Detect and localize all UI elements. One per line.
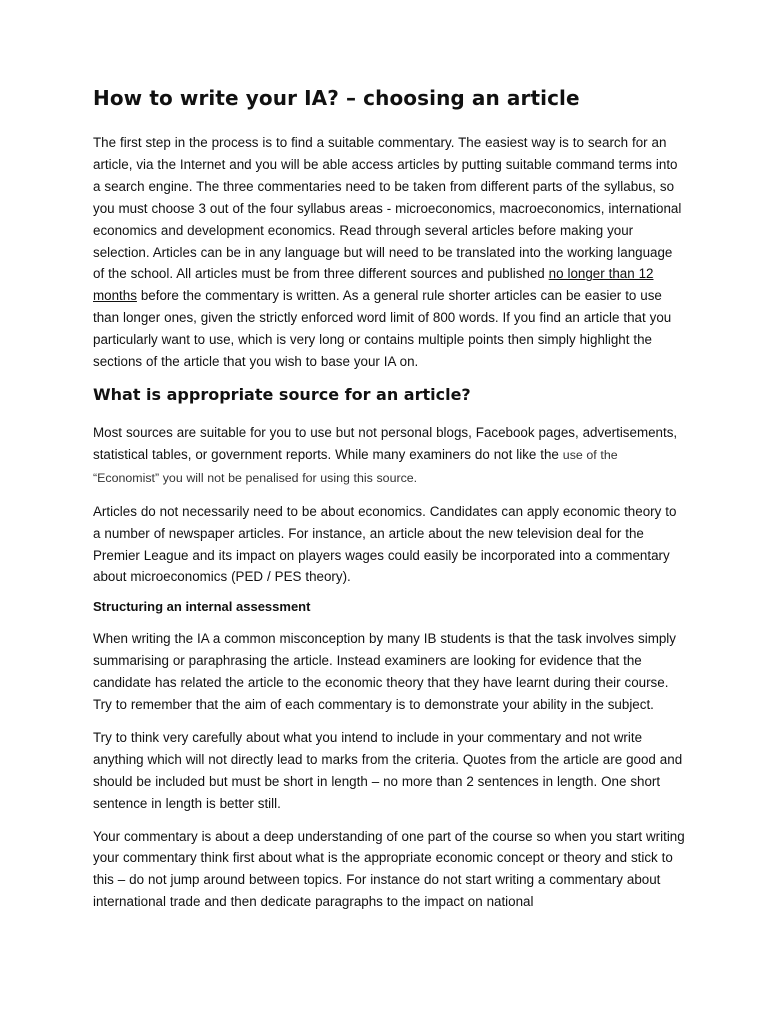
economics-paragraph: Articles do not necessarily need to be about economics. Candidates can apply economic theory to a number of newspaper articles. For instance, an article about the new television deal for the Premier League and its impact on players wages could easily be incorporated into a commentary about microeconomics (PED / PES theory). (93, 503, 677, 585)
intro-text-before: The first step in the process is to find a suitable commentary. The easiest way is to search for an article, via the Internet and you will be able access articles by putting suitable command terms into a search engine. The three commentaries need to be taken from different parts of the syllabus, so you must choose 3 out of the four syllabus areas - microeconomics, macroeconomics, international economics and development economics. Read through several articles before making your selection. Articles can be in any language but will need to be translated into the working language of the school. All articles must be from three different sources and published (93, 135, 682, 282)
page-title: How to write your IA? – choosing an article (93, 86, 580, 110)
commentary-paragraph: Your commentary is about a deep understanding of one part of the course so when you start writing your commentary think first about what is the appropriate economic concept or theory and stick to this – do not jump around between topics. For instance do not start writing a commentary about international trade and then dedicate paragraphs to the impact on national (93, 828, 685, 910)
section-heading-structuring: Structuring an internal assessment (93, 599, 311, 615)
document-body (93, 86, 685, 924)
misconception-paragraph: When writing the IA a common misconception by many IB students is that the task involves simply summarising or paraphrasing the article. Instead examiners are looking for evidence that the candidate has related the article to the economic theory that they have learnt during their course. Try to remember that the aim of each commentary is to demonstrate your ability in the subject. (93, 631, 676, 713)
intro-paragraph (93, 132, 685, 373)
source-paragraph (93, 422, 685, 490)
source-text-small: use of the “Economist” you will not be penalised for using this source. (93, 447, 618, 485)
underlined-phrase: no longer than 12 months (93, 266, 654, 304)
intro-text-after: before the commentary is written. As a general rule shorter articles can be easier to use than longer ones, given the strictly enforced word limit of 800 words. If you find an article that you particularly want to use, which is very long or contains multiple points then simply highlight the sections of the article that you wish to base your IA on. (93, 288, 672, 370)
source-text: Most sources are suitable for you to use but not personal blogs, Facebook pages, advertisements, statistical tables, or government reports. While many examiners do not like the (93, 424, 678, 462)
section-heading-source: What is appropriate source for an article? (93, 384, 471, 404)
content-paragraph: Try to think very carefully about what you intend to include in your commentary and not write anything which will not directly lead to marks from the criteria. Quotes from the article are good and should be included but must be short in length – no more than 2 sentences in length. One short sentence in length is better still. (93, 729, 683, 811)
